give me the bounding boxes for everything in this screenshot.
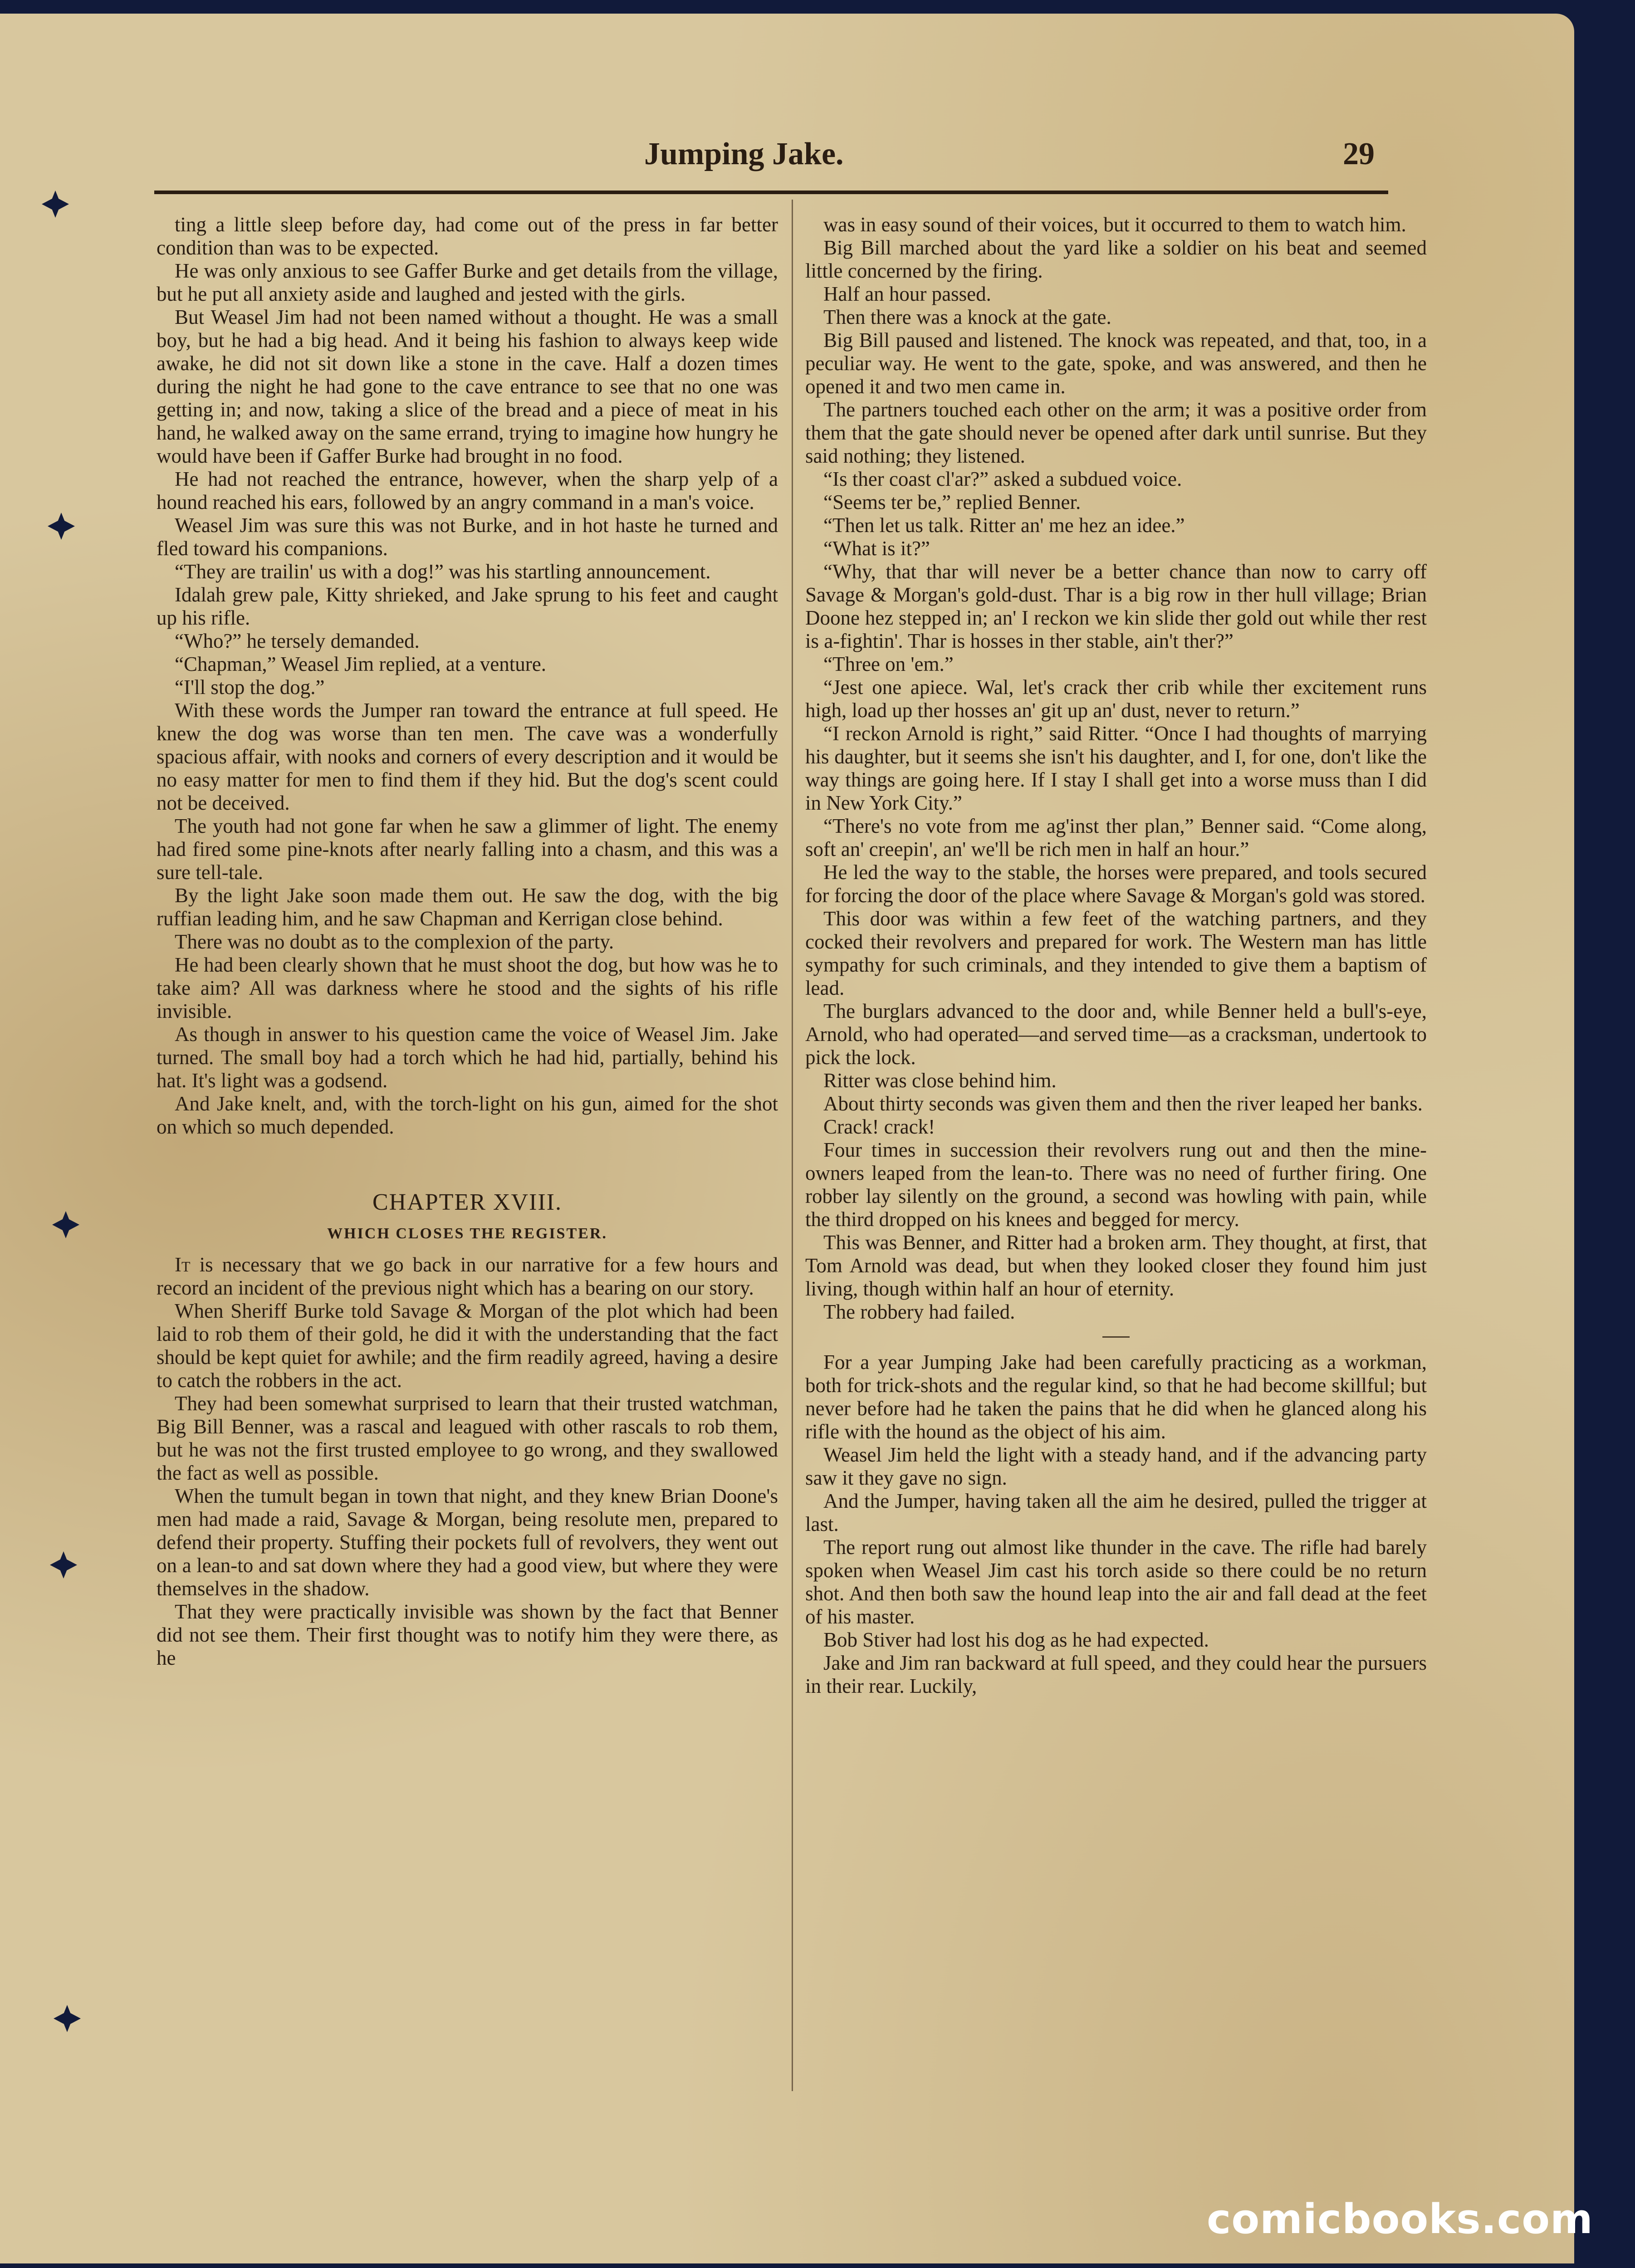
paragraph: He led the way to the stable, the horses were prepared, and tools secured for forcing the door of the place where Savage & Morgan's gold was stored. [805, 861, 1427, 907]
paragraph: This was Benner, and Ritter had a broken arm. They thought, at first, that Tom Arnold was dead, but when they looked closer they found him just living, though within half an hour of eternity. [805, 1231, 1427, 1300]
paragraph: Jake and Jim ran backward at full speed, and they could hear the pursuers in their rear. Luckily, [805, 1652, 1427, 1697]
paragraph: “Seems ter be,” replied Benner. [823, 491, 1081, 513]
paragraph: “Then let us talk. Ritter an' me hez an idee.” [823, 514, 1185, 537]
paragraph: The report rung out almost like thunder in the cave. The rifle had barely spoken when Weasel Jim cast his torch aside so there could be no return shot. And then both saw the hound leap into the air and fall dead at the feet of his master. [805, 1536, 1427, 1628]
paragraph: The robbery had failed. [823, 1300, 1015, 1323]
header-rule [154, 191, 1388, 194]
paragraph: “I reckon Arnold is right,” said Ritter. “Once I had thoughts of marrying his daughter, but it seems she isn't his daughter, and I, for one, don't like the way things are going here. If I stay I shall get into a worse muss than I did in New York City.” [805, 722, 1427, 814]
paragraph: Four times in succession their revolvers rung out and then the mine-owners leaped from the lean-to. There was no need of further firing. One robber lay silently on the ground, a second was howling with pain, while the third dropped on his knees and begged for mercy. [805, 1139, 1427, 1231]
paragraph: And the Jumper, having taken all the aim he desired, pulled the trigger at last. [805, 1490, 1427, 1535]
paragraph: About thirty seconds was given them and then the river leaped her banks. [823, 1092, 1423, 1115]
page-number: 29 [1343, 137, 1375, 171]
paragraph: “What is it?” [823, 537, 930, 560]
paragraph: There was no doubt as to the complexion of the party. [175, 930, 614, 953]
paragraph: Crack! crack! [823, 1115, 935, 1138]
section-break [805, 1324, 1427, 1351]
paragraph: The partners touched each other on the arm; it was a positive order from them that the gate should never be opened after dark until sunrise. But they said nothing; they listened. [805, 398, 1427, 467]
left-column [157, 213, 778, 1670]
paragraph: Idalah grew pale, Kitty shrieked, and Jake sprung to his feet and caught up his rifle. [157, 583, 778, 629]
paragraph: Big Bill marched about the yard like a soldier on his beat and seemed little concerned by the firing. [805, 236, 1427, 282]
paragraph: Weasel Jim was sure this was not Burke, and in hot haste he turned and fled toward his companions. [157, 514, 778, 560]
paragraph: Weasel Jim held the light with a steady hand, and if the advancing party saw it they gave no sign. [805, 1443, 1427, 1489]
paragraph: “They are trailin' us with a dog!” was his startling announcement. [175, 560, 711, 583]
left-paragraphs-before [157, 213, 778, 1139]
paragraph: ting a little sleep before day, had come out of the press in far better condition than was to be expected. [157, 213, 778, 259]
paragraph: Ritter was close behind him. [823, 1069, 1057, 1092]
paragraph: Bob Stiver had lost his dog as he had expected. [823, 1628, 1209, 1651]
paragraph: “Is ther coast cl'ar?” asked a subdued voice. [823, 468, 1182, 490]
column-divider [792, 200, 793, 2091]
paragraph: As though in answer to his question came the voice of Weasel Jim. Jake turned. The small boy had a torch which he had hid, partially, behind his hat. It's light was a godsend. [157, 1023, 778, 1092]
paragraph: When the tumult began in town that night, and they knew Brian Doone's men had made a raid, Savage & Morgan, being resolute men, prepared to defend their property. Stuffing their pockets full of revolvers, they went out on a lean-to and sat down where they had a good view, but where they were themselves in the shadow. [157, 1485, 778, 1600]
paragraph: By the light Jake soon made them out. He saw the dog, with the big ruffian leading him, and he saw Chapman and Kerrigan close behind. [157, 884, 778, 930]
watermark: comicbooks.com [1207, 2195, 1593, 2243]
paragraph: “Three on 'em.” [823, 653, 954, 675]
paragraph: He was only anxious to see Gaffer Burke and get details from the village, but he put all anxiety aside and laughed and jested with the girls. [157, 259, 778, 305]
paragraph: But Weasel Jim had not been named without a thought. He was a small boy, but he had a big head. And it being his fashion to always keep wide awake, he did not sit down like a stone in the cave. Half a dozen times during the night he had gone to the cave entrance to see that no one was getting in; and now, taking a slice of the bread and a piece of meat in his hand, he walked away on the same errand, trying to imagine how hungry he would have been if Gaffer Burke had brought in no food. [157, 306, 778, 467]
paragraph: They had been somewhat surprised to learn that their trusted watchman, Big Bill Benner, was a rascal and leagued with other rascals to rob them, but he was not the first trusted employee to go wrong, and they swallowed the fact as well as possible. [157, 1392, 778, 1484]
paragraph: For a year Jumping Jake had been carefully practicing as a workman, both for trick-shots and the regular kind, so that he had become skillful; but never before had he taken the pains that he did when he glanced along his rifle with the hound as the object of his aim. [805, 1351, 1427, 1443]
paragraph: was in easy sound of their voices, but it occurred to them to watch him. [823, 213, 1406, 236]
paragraph: “Chapman,” Weasel Jim replied, at a venture. [175, 653, 546, 675]
paragraph: The youth had not gone far when he saw a glimmer of light. The enemy had fired some pine-knots after nearly falling into a chasm, and this was a sure tell-tale. [157, 815, 778, 884]
chapter-first-word: It [175, 1253, 191, 1276]
left-paragraphs-after [157, 1300, 778, 1670]
paragraph: Big Bill paused and listened. The knock was repeated, and that, too, in a peculiar way. He went to the gate, spoke, and was answered, and then he opened it and two men came in. [805, 329, 1427, 398]
paragraph: The burglars advanced to the door and, while Benner held a bull's-eye, Arnold, who had operated—and served time—as a cracksman, undertook to pick the lock. [805, 1000, 1427, 1069]
paragraph: “Jest one apiece. Wal, let's crack ther crib while ther excitement runs high, load up ther hosses an' git up an' dust, never to return.” [805, 676, 1427, 722]
chapter-subtitle: WHICH CLOSES THE REGISTER. [327, 1225, 607, 1242]
running-head: Jumping Jake. [644, 137, 844, 171]
paragraph: Then there was a knock at the gate. [823, 306, 1111, 328]
paragraph: When Sheriff Burke told Savage & Morgan of the plot which had been laid to rob them of their gold, he did it with the understanding that the fact should be kept quiet for awhile; and the firm readily agreed, having a desire to catch the robbers in the act. [157, 1300, 778, 1392]
right-paragraphs-after [805, 1351, 1427, 1698]
paragraph: And Jake knelt, and, with the torch-light on his gun, aimed for the shot on which so much depended. [157, 1092, 778, 1138]
chapter-first-paragraph-text: is necessary that we go back in our narrative for a few hours and record an incident of the previous night which has a bearing on our story. [157, 1253, 778, 1299]
chapter-title: CHAPTER XVIII. [372, 1189, 562, 1215]
right-paragraphs-before [805, 213, 1427, 1324]
paragraph: That they were practically invisible was shown by the fact that Benner did not see them. Their first thought was to notify him they were there, as he [157, 1600, 778, 1669]
paragraph: He had been clearly shown that he must shoot the dog, but how was he to take aim? All was darkness where he stood and the sights of his rifle invisible. [157, 953, 778, 1022]
paragraph: “Who?” he tersely demanded. [175, 630, 420, 652]
paragraph: “Why, that thar will never be a better chance than now to carry off Savage & Morgan's gold-dust. Thar is a big row in ther hull village; Brian Doone hez stepped in; an' I reckon we kin slide ther gold out while ther rest is a-fightin'. Thar is hosses in ther stable, ain't ther?” [805, 560, 1427, 652]
paragraph: “There's no vote from me ag'inst ther plan,” Benner said. “Come along, soft an' creepin', an' we'll be rich men in half an hour.” [805, 815, 1427, 860]
paragraph: “I'll stop the dog.” [175, 676, 325, 699]
paragraph: This door was within a few feet of the watching partners, and they cocked their revolvers and prepared for work. The Western man has little sympathy for such criminals, and they intended to give them a baptism of lead. [805, 907, 1427, 999]
chapter-first-paragraph [157, 1253, 778, 1300]
paragraph: With these words the Jumper ran toward the entrance at full speed. He knew the dog was worse than ten men. The cave was a wonderfully spacious affair, with nooks and corners of every description and it would be no easy matter for men to find them if they hid. But the dog's scent could not be deceived. [157, 699, 778, 814]
paragraph: He had not reached the entrance, however, when the sharp yelp of a hound reached his ears, followed by an angry command in a man's voice. [157, 468, 778, 513]
right-column [805, 213, 1427, 1698]
paragraph: Half an hour passed. [823, 283, 991, 305]
